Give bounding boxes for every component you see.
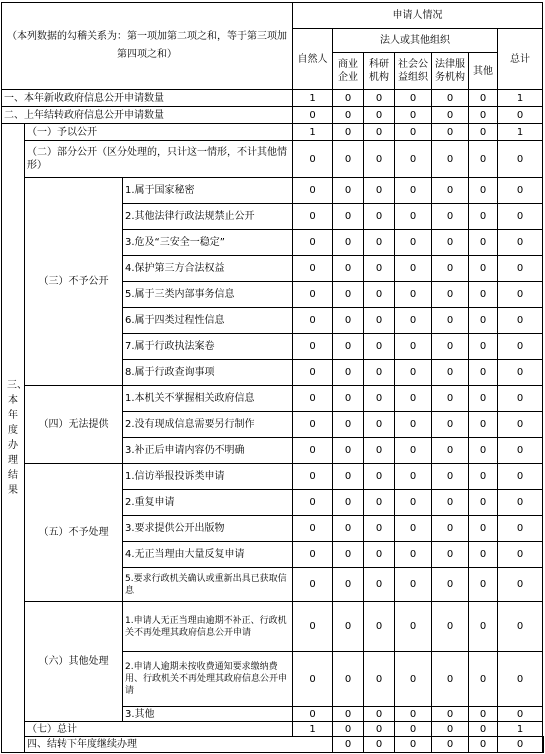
cell: 0	[498, 707, 543, 722]
header-legal-group: 法人或其他组织	[333, 29, 498, 53]
cell: 0	[498, 490, 543, 516]
cell: 0	[469, 652, 498, 707]
cell: 0	[432, 707, 469, 722]
cell: 0	[333, 722, 364, 737]
cell: 0	[432, 722, 469, 737]
cell: 0	[293, 602, 333, 652]
cell: 0	[395, 256, 432, 282]
cell: 0	[469, 141, 498, 178]
cell: 1	[293, 90, 333, 107]
cell: 0	[364, 568, 395, 602]
cell: 0	[364, 412, 395, 438]
table-row	[2, 722, 544, 737]
cell: 0	[364, 652, 395, 707]
cell: 0	[364, 602, 395, 652]
row-label: 3.其他	[123, 707, 293, 722]
table-row	[2, 464, 544, 490]
cell: 0	[395, 178, 432, 204]
cell: 0	[364, 707, 395, 722]
cell: 0	[469, 124, 498, 141]
header-legal-service: 法律服务机构	[432, 53, 469, 90]
row-label: 7.属于行政执法案卷	[123, 334, 293, 360]
cell: 0	[333, 542, 364, 568]
cell: 0	[469, 568, 498, 602]
row-label: 一、本年新收政府信息公开申请数量	[2, 90, 293, 107]
cell: 0	[333, 204, 364, 230]
cell: 1	[293, 124, 333, 141]
cell: 0	[498, 141, 543, 178]
row-label: 5.属于三类内部事务信息	[123, 282, 293, 308]
cell: 0	[469, 490, 498, 516]
cell: 0	[364, 490, 395, 516]
cell: 0	[333, 334, 364, 360]
header-research: 科研机构	[364, 53, 395, 90]
cell: 0	[498, 542, 543, 568]
cell: 0	[364, 438, 395, 464]
cell: 0	[395, 412, 432, 438]
group-label: （三）不予公开	[25, 178, 123, 386]
foia-stats-table	[1, 2, 544, 753]
cell: 0	[333, 464, 364, 490]
cell: 0	[432, 652, 469, 707]
header-natural-person: 自然人	[293, 29, 333, 90]
cell: 0	[432, 107, 469, 124]
cell: 0	[333, 737, 364, 753]
cell: 0	[469, 737, 498, 753]
cell: 0	[432, 282, 469, 308]
cell: 0	[498, 516, 543, 542]
row-label: 8.属于行政查询事项	[123, 360, 293, 386]
table-row	[2, 107, 544, 124]
row-label: 1.申请人无正当理由逾期不补正、行政机关不再处理其政府信息公开申请	[123, 602, 293, 652]
cell: 0	[364, 542, 395, 568]
cell: 0	[333, 141, 364, 178]
cell: 1	[293, 722, 333, 737]
cell: 0	[432, 124, 469, 141]
cell: 0	[395, 438, 432, 464]
cell: 0	[395, 386, 432, 412]
cell: 0	[432, 516, 469, 542]
cell: 0	[395, 308, 432, 334]
row-label: （一）予以公开	[25, 124, 293, 141]
cell: 0	[293, 334, 333, 360]
row-label: 5.要求行政机关确认或重新出具已获取信息	[123, 568, 293, 602]
cell	[543, 737, 544, 753]
cell: 0	[293, 568, 333, 602]
cell: 0	[432, 464, 469, 490]
cell: 0	[333, 107, 364, 124]
cell: 0	[364, 178, 395, 204]
cell: 0	[432, 256, 469, 282]
cell: 0	[293, 282, 333, 308]
row-label: （七）总计	[25, 722, 293, 737]
header-social: 社会公益组织	[395, 53, 432, 90]
cell: 0	[432, 568, 469, 602]
row-label: 1.本机关不掌握相关政府信息	[123, 386, 293, 412]
row-label: 二、上年结转政府信息公开申请数量	[2, 107, 293, 124]
cell: 0	[333, 707, 364, 722]
table-row	[2, 386, 544, 412]
group-label: （五）不予处理	[25, 464, 123, 602]
cell: 0	[432, 438, 469, 464]
cell: 1	[498, 124, 543, 141]
cell: 0	[469, 707, 498, 722]
cell: 0	[293, 360, 333, 386]
cell: 0	[432, 230, 469, 256]
cell: 0	[293, 412, 333, 438]
cell: 0	[364, 722, 395, 737]
group-label: （六）其他处理	[25, 602, 123, 722]
section3-label: 三、本年度办理结果	[2, 124, 25, 753]
cell: 0	[469, 722, 498, 737]
cell: 0	[432, 204, 469, 230]
cell: 0	[498, 360, 543, 386]
cell: 0	[333, 178, 364, 204]
cell: 0	[333, 412, 364, 438]
row-label: 6.属于四类过程性信息	[123, 308, 293, 334]
cell: 0	[293, 256, 333, 282]
table-row	[2, 178, 544, 204]
cell: 0	[333, 602, 364, 652]
cell: 0	[333, 256, 364, 282]
cell: 0	[498, 178, 543, 204]
row-label: （二）部分公开（区分处理的，只计这一情形，不计其他情形）	[25, 141, 293, 178]
row-label: 4.无正当理由大量反复申请	[123, 542, 293, 568]
cell: 0	[498, 386, 543, 412]
cell: 0	[364, 282, 395, 308]
cell: 0	[432, 412, 469, 438]
table-row	[2, 124, 544, 141]
cell: 0	[333, 568, 364, 602]
cell: 0	[395, 707, 432, 722]
cell: 0	[395, 568, 432, 602]
cell: 0	[395, 490, 432, 516]
cell: 0	[333, 652, 364, 707]
cell: 0	[333, 124, 364, 141]
row-label: 2.没有现成信息需要另行制作	[123, 412, 293, 438]
cell: 0	[333, 308, 364, 334]
row-label: 1.属于国家秘密	[123, 178, 293, 204]
row-label: 3.要求提供公开出版物	[123, 516, 293, 542]
cell: 0	[395, 652, 432, 707]
cell: 0	[364, 308, 395, 334]
cell: 0	[293, 308, 333, 334]
cell: 0	[395, 464, 432, 490]
cell: 0	[469, 386, 498, 412]
cell: 0	[498, 204, 543, 230]
cell: 0	[395, 602, 432, 652]
cell: 0	[364, 386, 395, 412]
cell: 0	[432, 386, 469, 412]
cell: 0	[432, 178, 469, 204]
cell: 0	[469, 107, 498, 124]
cell: 0	[469, 438, 498, 464]
cell: 0	[395, 542, 432, 568]
cell: 0	[469, 602, 498, 652]
cell: 0	[469, 334, 498, 360]
cell: 0	[293, 230, 333, 256]
cell: 0	[333, 90, 364, 107]
cell: 0	[469, 204, 498, 230]
cell: 0	[498, 334, 543, 360]
cell: 0	[469, 256, 498, 282]
row-label: 2.其他法律行政法规禁止公开	[123, 204, 293, 230]
cell: 0	[364, 464, 395, 490]
cell: 0	[293, 542, 333, 568]
cell: 0	[364, 334, 395, 360]
cell: 0	[498, 464, 543, 490]
cell: 0	[469, 412, 498, 438]
cell: 0	[333, 360, 364, 386]
cell: 0	[395, 722, 432, 737]
row-label: 3.补正后申请内容仍不明确	[123, 438, 293, 464]
cell: 0	[293, 652, 333, 707]
cell: 0	[469, 90, 498, 107]
cell: 0	[333, 438, 364, 464]
cell: 0	[395, 90, 432, 107]
cell: 0	[293, 386, 333, 412]
cell: 0	[364, 90, 395, 107]
header-other: 其他	[469, 53, 498, 90]
cell: 0	[432, 360, 469, 386]
cell: 0	[364, 360, 395, 386]
cell: 0	[395, 230, 432, 256]
cell: 0	[395, 204, 432, 230]
cell: 0	[395, 107, 432, 124]
cell: 0	[395, 124, 432, 141]
table-row	[2, 90, 544, 107]
cell: 0	[293, 141, 333, 178]
cell: 0	[432, 737, 469, 753]
row-label: 2.重复申请	[123, 490, 293, 516]
cell: 0	[432, 490, 469, 516]
cell: 0	[293, 204, 333, 230]
cell: 0	[364, 124, 395, 141]
cell: 0	[395, 360, 432, 386]
cell: 0	[293, 438, 333, 464]
cell: 0	[364, 737, 395, 753]
cell: 0	[395, 141, 432, 178]
cell: 1	[498, 90, 543, 107]
cell: 0	[498, 737, 543, 753]
row-label: 3.危及“三安全一稳定”	[123, 230, 293, 256]
cell: 0	[498, 652, 543, 707]
cell: 0	[432, 334, 469, 360]
cell: 0	[364, 516, 395, 542]
cell: 0	[469, 282, 498, 308]
cell: 0	[432, 542, 469, 568]
cell: 0	[498, 107, 543, 124]
cell: 0	[432, 141, 469, 178]
cell: 0	[498, 230, 543, 256]
cell: 0	[469, 464, 498, 490]
cell: 0	[395, 334, 432, 360]
cell: 0	[498, 256, 543, 282]
row-label: 四、结转下年度继续办理	[25, 737, 333, 753]
row-label: 2.申请人逾期未按收费通知要求缴纳费用、行政机关不再处理其政府信息公开申请	[123, 652, 293, 707]
cell: 0	[293, 178, 333, 204]
cell: 0	[498, 568, 543, 602]
cell: 0	[395, 282, 432, 308]
table-row	[2, 141, 544, 178]
cell: 0	[293, 107, 333, 124]
cell: 0	[498, 412, 543, 438]
cell: 0	[395, 737, 432, 753]
cell: 0	[498, 602, 543, 652]
row-label: 1.信访举报投诉类申请	[123, 464, 293, 490]
cell: 1	[498, 722, 543, 737]
cell: 0	[364, 256, 395, 282]
cell: 0	[364, 204, 395, 230]
cell: 0	[333, 516, 364, 542]
cell: 0	[469, 178, 498, 204]
cell: 0	[293, 464, 333, 490]
table-row	[2, 737, 544, 753]
cell: 0	[293, 707, 333, 722]
header-total: 总计	[498, 29, 543, 90]
header-note: （本列数据的勾稽关系为：第一项加第二项之和，等于第三项加第四项之和）	[2, 3, 293, 90]
cell: 0	[498, 282, 543, 308]
cell: 0	[333, 490, 364, 516]
table-row	[2, 602, 544, 652]
row-label: 4.保护第三方合法权益	[123, 256, 293, 282]
cell: 0	[469, 308, 498, 334]
cell: 0	[469, 230, 498, 256]
cell: 0	[432, 90, 469, 107]
header-applicant-info: 申请人情况	[293, 3, 543, 29]
cell: 0	[469, 360, 498, 386]
cell: 0	[432, 602, 469, 652]
cell: 0	[333, 386, 364, 412]
cell: 0	[498, 308, 543, 334]
group-label: （四）无法提供	[25, 386, 123, 464]
cell: 0	[395, 516, 432, 542]
cell: 0	[469, 516, 498, 542]
cell: 0	[293, 516, 333, 542]
cell: 0	[333, 230, 364, 256]
cell: 0	[469, 542, 498, 568]
header-commercial: 商业企业	[333, 53, 364, 90]
cell: 0	[293, 490, 333, 516]
cell: 0	[364, 107, 395, 124]
cell: 0	[364, 141, 395, 178]
cell: 0	[432, 308, 469, 334]
cell: 0	[333, 282, 364, 308]
cell: 0	[364, 230, 395, 256]
cell: 0	[498, 438, 543, 464]
